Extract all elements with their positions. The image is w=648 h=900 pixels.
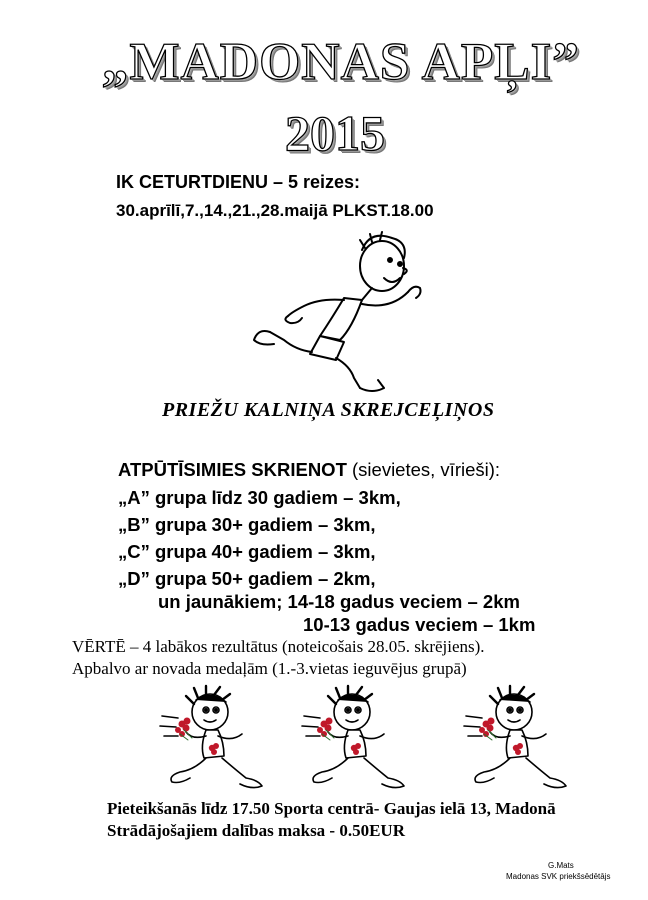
group-item: „C” grupa 40+ gadiem – 3km, [118, 541, 376, 562]
participation-header [118, 459, 500, 481]
venue-heading: PRIEŽU KALNIŅA SKREJCEĻIŅOS [162, 399, 495, 421]
signature-name: G.Mats [548, 861, 574, 870]
schedule-line-2: 30.aprīlī,7.,14.,21.,28.maijā PLKST.18.00 [116, 201, 434, 220]
year-heading: 2015 [285, 105, 385, 161]
page-title: „MADONAS APĻI” [102, 33, 580, 91]
cartoon-runner-with-flowers [462, 686, 582, 794]
fee-text: Strādājošajiem dalības maksa - 0.50EUR [107, 821, 405, 840]
participation-header-extra: (sievietes, vīrieši): [346, 459, 501, 480]
juniors-line-1: un jaunākiem; 14-18 gadus veciem – 2km [158, 591, 520, 612]
group-item: „D” grupa 50+ gadiem – 2km, [118, 568, 376, 589]
runner-illustration [240, 228, 440, 393]
awards-text: Apbalvo ar novada medaļām (1.-3.vietas ieguvējus grupā) [72, 659, 467, 678]
judging-text: VĒRTĒ – 4 labākos rezultātus (noteicošais 28.05. skrējiens). [72, 637, 485, 656]
participation-header-text: ATPŪTĪSIMIES SKRIENOT [118, 459, 347, 480]
signature-role: Madonas SVK priekšsēdētājs [506, 872, 611, 881]
schedule-line-1: IK CETURTDIENU – 5 reizes: [116, 172, 361, 192]
juniors-line-2: 10-13 gadus veciem – 1km [303, 614, 536, 635]
registration-text: Pieteikšanās līdz 17.50 Sporta centrā- Gaujas ielā 13, Madonā [107, 799, 556, 818]
cartoon-runner-with-flowers [158, 686, 278, 794]
cartoon-runner-with-flowers [300, 686, 420, 794]
group-item: „B” grupa 30+ gadiem – 3km, [118, 514, 376, 535]
group-item: „A” grupa līdz 30 gadiem – 3km, [118, 487, 401, 508]
